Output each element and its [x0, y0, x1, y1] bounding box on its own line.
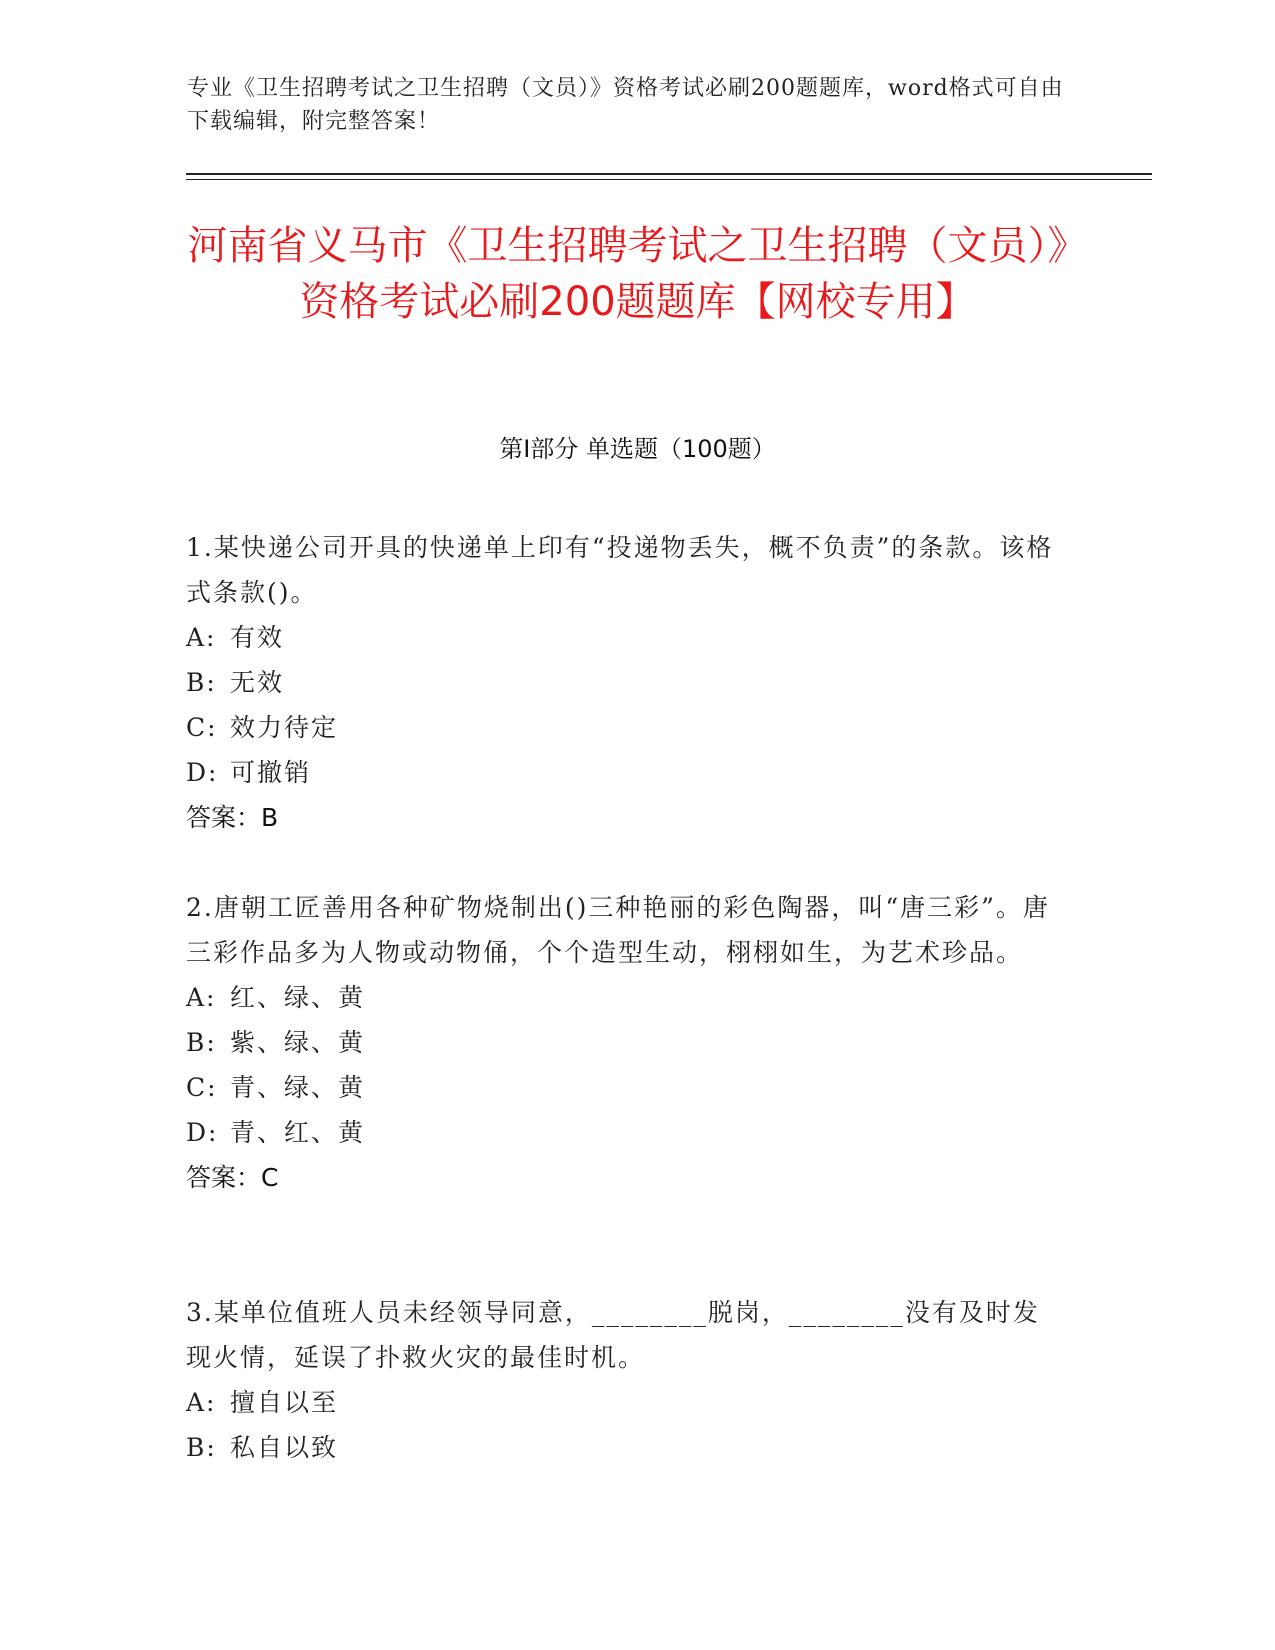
option-text: 效力待定: [230, 713, 339, 742]
question-1: [186, 525, 1066, 840]
document-title: 河南省义马市《卫生招聘考试之卫生招聘（文员）》资格考试必刷200题题库【网校专用】: [187, 223, 1088, 325]
option-c: [186, 1065, 1066, 1110]
option-key: A:: [186, 623, 217, 652]
question-3: [186, 1290, 1066, 1470]
option-c: [186, 705, 1066, 750]
option-text: 青、红、黄: [230, 1118, 366, 1147]
header-divider-thin: [186, 179, 1152, 180]
option-d: [186, 750, 1066, 795]
header-divider-thick: [186, 173, 1152, 175]
question-text: 1.某快递公司开具的快递单上印有“投递物丢失，概不负责”的条款。该格式条款()。: [186, 533, 1054, 607]
option-text: 无效: [230, 668, 285, 697]
section-heading: 第Ⅰ部分 单选题（100题）: [499, 435, 776, 463]
option-b: [186, 1020, 1066, 1065]
option-b: [186, 660, 1066, 705]
option-text: 青、绿、黄: [230, 1073, 366, 1102]
option-a: [186, 975, 1066, 1020]
option-text: 有效: [230, 623, 285, 652]
question-text: 2.唐朝工匠善用各种矿物烧制出()三种艳丽的彩色陶器，叫“唐三彩”。唐三彩作品多为人物或动物俑，个个造型生动，栩栩如生，为艺术珍品。: [186, 893, 1050, 967]
option-key: B:: [186, 668, 217, 697]
option-a: [186, 615, 1066, 660]
option-key: D:: [186, 1118, 219, 1147]
option-key: C:: [186, 713, 218, 742]
option-key: B:: [186, 1433, 217, 1462]
answer-line: 答案：B: [186, 803, 279, 832]
option-b: [186, 1425, 1066, 1470]
option-d: [186, 1110, 1066, 1155]
option-a: [186, 1380, 1066, 1425]
option-text: 紫、绿、黄: [230, 1028, 366, 1057]
option-text: 可撤销: [230, 758, 312, 787]
option-key: D:: [186, 758, 219, 787]
answer-line: 答案：C: [186, 1163, 279, 1192]
option-key: C:: [186, 1073, 218, 1102]
question-text: 3.某单位值班人员未经领导同意，________脱岗，________没有及时发现火情，延误了扑救火灾的最佳时机。: [186, 1298, 1040, 1372]
question-2: [186, 885, 1066, 1200]
option-text: 私自以致: [230, 1433, 339, 1462]
header-note: 专业《卫生招聘考试之卫生招聘（文员）》资格考试必刷200题题库，word格式可自由下载编辑，附完整答案！: [187, 76, 1064, 134]
option-key: A:: [186, 1388, 217, 1417]
option-text: 红、绿、黄: [230, 983, 366, 1012]
option-text: 擅自以至: [230, 1388, 339, 1417]
option-key: B:: [186, 1028, 217, 1057]
option-key: A:: [186, 983, 217, 1012]
